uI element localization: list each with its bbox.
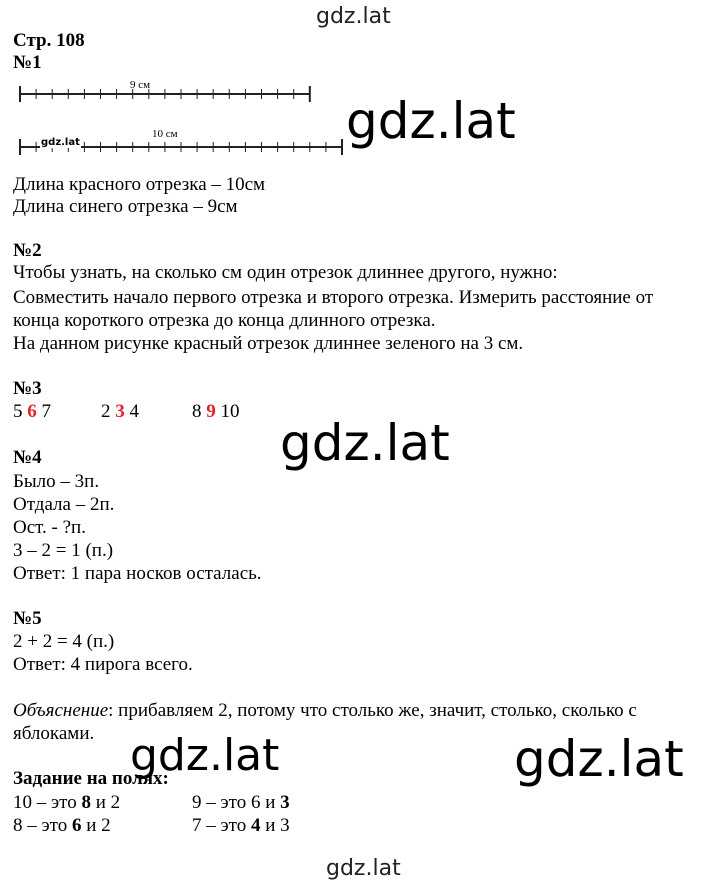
task3-heading: №3 [13,378,42,399]
number: 2 [101,401,111,422]
task4-line-4: 3 – 2 = 1 (п.) [13,540,114,561]
watermark-large-1: gdz.lat [346,92,516,150]
task4-line-2: Отдала – 2п. [13,494,115,515]
watermark-top: gdz.lat [316,4,391,29]
margin-row-2-left: 8 – это 6 и 2 [13,815,111,836]
margin-task-heading: Задание на полях: [13,768,169,789]
page-title: Стр. 108 [13,30,85,51]
task2-line-3: конца короткого отрезка до конца длинного отрезка. [13,310,436,331]
number-highlighted: 3 [115,401,125,422]
watermark-large-4: gdz.lat [514,730,684,788]
task2-heading: №2 [13,240,42,261]
task5-explanation-cont: яблоками. [13,723,95,744]
watermark-large-2: gdz.lat [280,414,450,472]
margin-row-2-right: 7 – это 4 и 3 [192,815,290,836]
watermark-small: gdz.lat [41,137,80,148]
task3-group-2 [101,401,139,423]
ruler-9cm [0,76,330,106]
explanation-text: : прибавляем 2, потому что столько же, значит, столько, сколько с [108,700,637,721]
task3-group-3 [192,401,240,423]
explanation-label: Объяснение [13,700,109,721]
task5-line-1: 2 + 2 = 4 (п.) [13,631,115,652]
task5-line-2: Ответ: 4 пирога всего. [13,654,193,675]
task5-heading: №5 [13,608,42,629]
number: 5 [13,401,23,422]
task4-line-3: Ост. - ?п. [13,517,86,538]
task3-group-1 [13,401,51,423]
task4-heading: №4 [13,447,42,468]
task1-heading: №1 [13,52,42,73]
task4-line-1: Было – 3п. [13,471,100,492]
ruler1-label: 9 см [130,79,151,91]
task2-line-1: Чтобы узнать, на сколько см один отрезок длиннее другого, нужно: [13,262,558,283]
number: 8 [192,401,202,422]
number: 4 [129,401,139,422]
number-highlighted: 6 [27,401,37,422]
number-highlighted: 9 [206,401,216,422]
margin-row-1-right: 9 – это 6 и 3 [192,792,290,813]
task5-explanation [13,700,637,722]
task4-line-5: Ответ: 1 пара носков осталась. [13,563,262,584]
number: 7 [41,401,51,422]
task1-line-1: Длина красного отрезка – 10см [13,174,266,195]
task2-line-4: На данном рисунке красный отрезок длиннее зеленого на 3 см. [13,333,524,354]
task2-line-2: Совместить начало первого отрезка и второго отрезка. Измерить расстояние от [13,287,654,308]
watermark-bottom: gdz.lat [326,856,401,881]
margin-row-1-left: 10 – это 8 и 2 [13,792,121,813]
task1-line-2: Длина синего отрезка – 9см [13,196,238,217]
number: 10 [220,401,240,422]
ruler2-label: 10 см [152,128,178,140]
watermark-large-3: gdz.lat [130,730,280,781]
